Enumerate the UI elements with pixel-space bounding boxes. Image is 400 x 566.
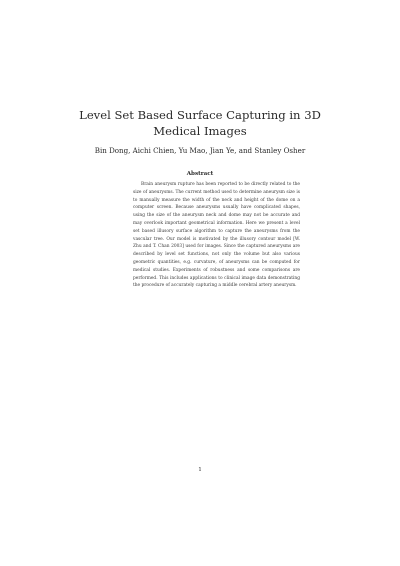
page-number: 1 (198, 467, 202, 473)
abstract-text: Brain aneurysm rupture has been reported to be directly related to the size of aneurysms. The current method used to determine aneurysm size is to manually measure the width of the neck and height of the dome on a computer screen. Because aneurysms usually have complicated shapes, using the size of the aneurysm neck and dome may not be accurate and may overlook important geometrical information. Here we present a level set based illusory surface algorithm to capture the aneurysms from the vascular tree. Our model is motivated by the illusory contour model [W. Zhu and T. Chan 2003] used for images. Since the captured aneurysms are described by level set functions, not only the volume but also various geometric quantities, e.g. curvature, of aneurysms can be computed for medical studies. Experiments of robustness and some comparisons are performed. This includes applications to clinical image data demonstrating the procedure of accurately capturing a middle cerebral artery aneurysm. (133, 182, 300, 289)
paper-title: Level Set Based Surface Capturing in 3D Medical Images (79, 108, 321, 138)
paper-authors: Bin Dong, Aichi Chien, Yu Mao, Jian Ye, and Stanley Osher (94, 146, 306, 155)
abstract-heading: Abstract (186, 171, 214, 177)
